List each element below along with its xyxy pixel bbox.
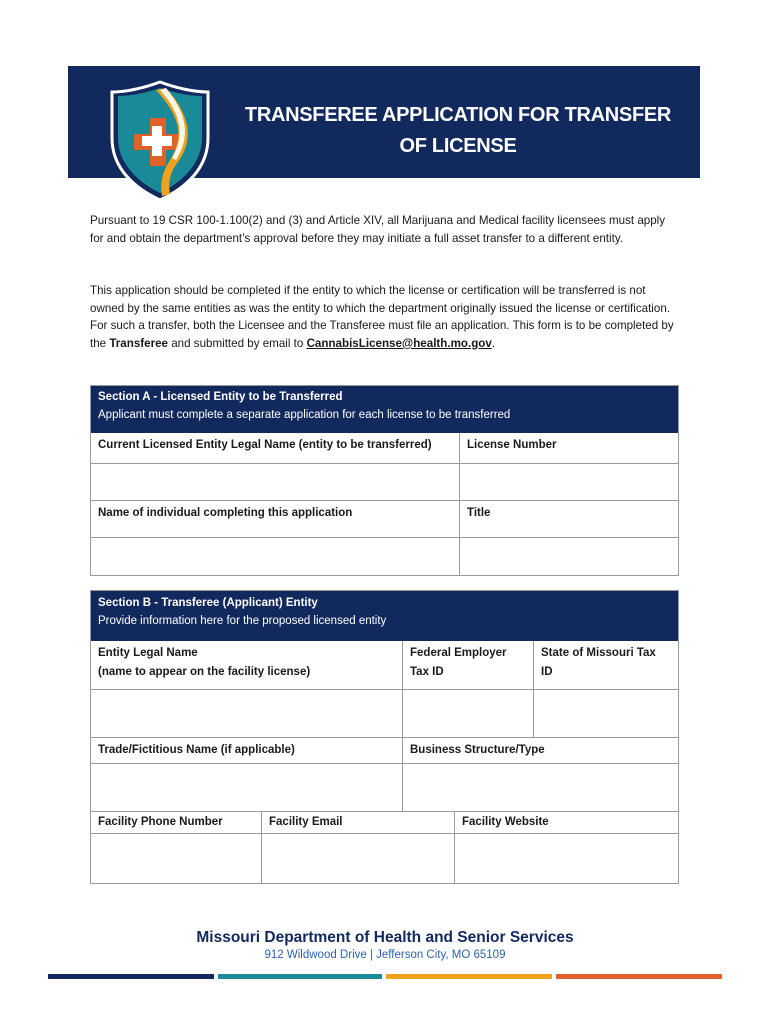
section-b-label-row-1: [91, 641, 678, 689]
section-b-label-row-2: [91, 737, 678, 763]
footer-stripe-orange: [556, 974, 722, 979]
footer-address: 912 Wildwood Drive | Jefferson City, MO 65109: [264, 949, 506, 961]
website-label: Facility Website: [454, 812, 678, 833]
individual-name-input[interactable]: [91, 538, 459, 575]
intro-text-2c: and submitted by email to: [168, 336, 307, 350]
trade-name-input[interactable]: [91, 764, 402, 811]
email-label: Facility Email: [261, 812, 454, 833]
entity-name-label: [91, 641, 402, 689]
section-a-subtitle: Applicant must complete a separate application for each license to be transferred: [98, 409, 511, 421]
intro-paragraph-2: [90, 282, 680, 352]
phone-label: Facility Phone Number: [98, 816, 223, 828]
section-b-input-row-1: [91, 689, 678, 737]
email-input[interactable]: [261, 834, 454, 883]
section-a-title: Section A - Licensed Entity to be Transferred: [98, 391, 343, 403]
intro-paragraph-1: [90, 212, 680, 247]
form-title: TRANSFEREE APPLICATION FOR TRANSFER OF LICENSE: [244, 104, 672, 157]
mo-tax-label-line-2: ID: [541, 666, 553, 678]
mo-tax-input[interactable]: [533, 690, 678, 737]
section-a: [90, 385, 679, 576]
trade-name-label: Trade/Fictitious Name (if applicable): [98, 744, 295, 756]
fein-label: [402, 641, 533, 689]
title-label: Title: [459, 501, 678, 537]
mo-tax-label-line-1: State of Missouri Tax: [541, 647, 656, 659]
business-structure-label: Business Structure/Type: [402, 738, 678, 763]
fein-label-line-1: Federal Employer: [410, 647, 507, 659]
title-input[interactable]: [459, 538, 678, 575]
transferee-emphasis: Transferee: [109, 336, 168, 350]
current-entity-label: Current Licensed Entity Legal Name (entity to be transferred): [98, 439, 432, 451]
section-a-header: [91, 386, 678, 433]
section-b: [90, 590, 679, 884]
section-b-title: Section B - Transferee (Applicant) Entity: [98, 597, 318, 609]
entity-name-label-line-1: Entity Legal Name: [98, 647, 198, 659]
email-link[interactable]: CannabisLicense@health.mo.gov: [306, 336, 492, 350]
section-b-input-row-3: [91, 833, 678, 883]
section-a-label-row-2: [91, 500, 678, 537]
individual-name-label: Name of individual completing this application: [98, 507, 353, 519]
footer-stripe-gold: [386, 974, 552, 979]
entity-name-input[interactable]: [91, 690, 402, 737]
section-a-input-row-1: [91, 463, 678, 500]
section-a-label-row-1: [91, 433, 678, 463]
footer-stripe-navy: [48, 974, 214, 979]
entity-name-label-line-2: (name to appear on the facility license): [98, 666, 311, 678]
footer-stripe-teal: [218, 974, 382, 979]
license-number-label: License Number: [459, 433, 678, 463]
business-structure-input[interactable]: [402, 764, 678, 811]
intro-text-2d: .: [491, 336, 496, 350]
fein-label-line-2: Tax ID: [410, 666, 444, 678]
website-input[interactable]: [454, 834, 678, 883]
section-b-input-row-2: [91, 763, 678, 811]
shield-cross-logo-icon: [104, 80, 216, 202]
mo-tax-label: [533, 641, 678, 689]
section-a-input-row-2: [91, 537, 678, 575]
current-entity-input[interactable]: [91, 464, 459, 500]
section-b-label-row-3: [91, 811, 678, 833]
footer-org-name: Missouri Department of Health and Senior Services: [196, 929, 574, 946]
phone-input[interactable]: [91, 834, 261, 883]
intro-text-2a: This application should be completed if the entity to which the license or certification will be transferred is not owned by the same entities as was the entity to which the department originally issued the license or certification. For such a transfer, both the Licensee and the Transferee must file an application. This form is to be completed by the: [90, 284, 674, 350]
fein-input[interactable]: [402, 690, 533, 737]
section-b-header: [91, 591, 678, 641]
section-b-subtitle: Provide information here for the proposed licensed entity: [98, 615, 387, 627]
license-number-input[interactable]: [459, 464, 678, 500]
intro-text-1: Pursuant to 19 CSR 100-1.100(2) and (3) and Article XIV, all Marijuana and Medical facility licensees must apply for and obtain the department’s approval before they may initiate a full asset transfer to a different entity.: [90, 214, 666, 245]
